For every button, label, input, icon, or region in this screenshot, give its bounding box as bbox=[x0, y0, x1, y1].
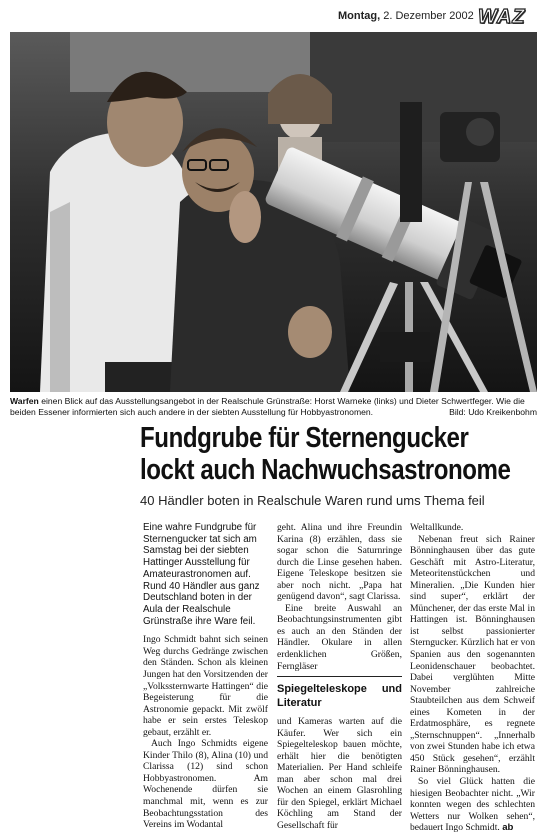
weekday: Montag, bbox=[338, 10, 381, 22]
subheadline: 40 Händler boten in Realschule Waren rund ums Thema feil bbox=[140, 493, 485, 508]
section-subheading: Spiegelteleskope und Literatur bbox=[277, 676, 402, 710]
newspaper-logo: WAZ bbox=[478, 6, 526, 28]
paragraph: und Kameras warten auf die Käufer. Wer sich ein Spiegelteleskop bauen möchte, erhält hier die benötigten Materialien. Per Hand schleife man aber schon mal drei Wochen an einem Glasrohling für den Spiegel, erklärt Michael Köchling am Stand der Gesellschaft für bbox=[277, 716, 402, 832]
article-column-2 bbox=[277, 522, 402, 832]
photo-telescope-exhibition-icon bbox=[10, 32, 537, 392]
headline-line-1: Fundgrube für Sternengucker bbox=[140, 422, 469, 454]
paragraph: Eine breite Auswahl an Beobachtungsinstrumenten gibt es auch an den Ständen der Händler. Okulare in allen erdenklichen Größen, Ferngläser bbox=[277, 602, 402, 672]
article-column-1 bbox=[143, 522, 268, 831]
article-column-3 bbox=[410, 522, 535, 834]
photo-caption bbox=[10, 396, 537, 417]
paragraph-text: So viel Glück hatten die hiesigen Beobachter nicht. „Wir konnten wegen des schlechten Wetters nur Wolken sehen“, bedauert Ingo Schmidt. bbox=[410, 776, 535, 834]
paragraph: Auch Ingo Schmidts eigene Kinder Thilo (8), Alina (10) und Clarissa (12) sind schon Hobbyastronomen. Am Wochenende dürfen sie manchmal mit, wenn es zur Beobachtungsstation des Vereins im Wodantal bbox=[143, 738, 268, 831]
caption-text: einen Blick auf das Ausstellungsangebot in der Realschule Grünstraße: Horst Warneke (links) und Dieter Schwertfeger. Wie die beiden Essener informierten sich auch andere in der siebten Ausstellung für Hobbyastronomen. bbox=[10, 396, 525, 417]
author-initials: ab bbox=[502, 822, 514, 834]
issue-date bbox=[338, 10, 474, 22]
headline bbox=[140, 422, 511, 486]
article-photo bbox=[10, 32, 537, 392]
paragraph: Ingo Schmidt bahnt sich seinen Weg durchs Gedränge zwischen den Ständen. Schon als kleinen Jungen hat den Vorsitzenden der „Volkssternwarte Hattingen“ die Begeisterung für die Astronomie gepackt. Mit zwölf habe er sein erstes Teleskop gebaut, erzählt er. bbox=[143, 634, 268, 738]
paragraph: Weltallkunde. bbox=[410, 522, 464, 533]
paragraph: Nebenan freut sich Rainer Bönninghausen über das gute Geschäft mit Astro-Literatur, Meteoritenstückchen und Mineralien. „Die Kunden hier sind super“, erklärt der Münchener, der das erste Mal in Hattingen ist. Bönninghausen ist selbst passionierter Sterngucker. Kürzlich hat er von Spanien aus den sogenannten Leonidenschauer beobachtet. Dabei verglühten Mitte November zahlreiche Staubteilchen aus dem Schweif eines Kometen in der Erdatmosphäre, es regnete „Sternschnuppen“. „Innerhalb von zwei Stunden habe ich etwa 450 Stück gesehen“, erzählt Rainer Bönninghausen. bbox=[410, 533, 535, 776]
photo-credit: Bild: Udo Kreikenbohm bbox=[449, 406, 537, 417]
article-intro: Eine wahre Fundgrube für Sternengucker tat sich am Samstag bei der siebten Hattinger Ausstellung für Amateurastronomen auf. Rund 40 Händler aus ganz Deutschland boten in der Aula der Realschule Grünstraße ihre Ware feil. bbox=[143, 522, 260, 627]
paragraph: geht. Alina und ihre Freundin Karina (8) erzählen, dass sie sogar schon die Saturnringe durch die Linse gesehen haben. Eigene Teleskope besitzen sie aber noch nicht. „Papa hat genügend davon“, sagt Clarissa. bbox=[277, 522, 402, 603]
headline-line-2: lockt auch Nachwuchsastronome bbox=[140, 454, 511, 486]
caption-lead: Warfen bbox=[10, 396, 39, 406]
date: 2. Dezember 2002 bbox=[383, 10, 474, 22]
